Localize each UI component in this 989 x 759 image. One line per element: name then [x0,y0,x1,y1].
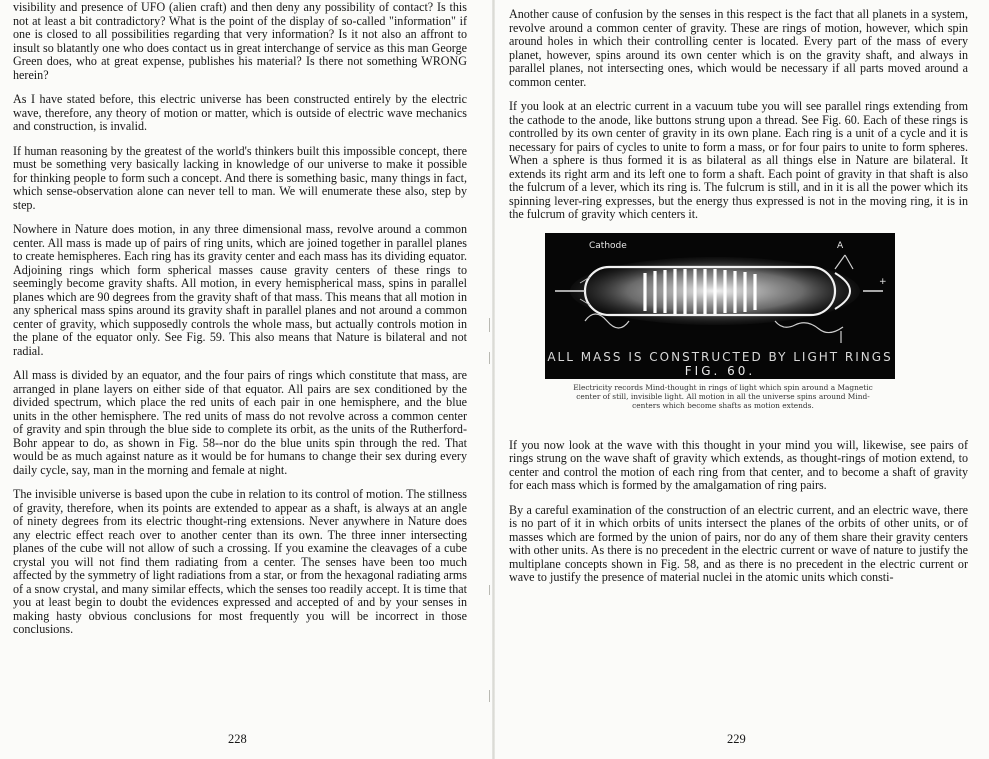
right-paragraph-3: If you now look at the wave with this thought in your mind you will, likewise, see pairs of rings strung on the wave shaft of gravity which extends, as thought-rings of motion extend, to center and control the motion of each ring from that center, and to become a shaft of gravity for each mass which is formed by the amalgamation of ring pairs. [509,437,968,492]
right-page-number: 229 [727,732,746,746]
anode-label: A [837,240,844,251]
right-paragraph-1: Another cause of confusion by the senses in this respect is the fact that all planets in a system, revolve around a common center of gravity. These are rings of motion, however, which spin around holes in which their controlling center is located. Every part of the mass of every planet, however, spins around its own center which is on the gravity shaft, and always in parallel planes, not intersecting ones, which would be necessary if all parts moved around a common center. [509,7,968,89]
margin-mark [489,585,490,595]
plus-label: + [879,276,887,287]
figure-caption: Electricity records Mind-thought in rings of light which spin around a Magnetic center of still, invisible light. All motion in all the universe spins around Mind-centers which become shafts as motion extends. [573,382,873,410]
left-paragraph-3: If human reasoning by the greatest of the world's thinkers built this impossible concept, there must be something very basically lacking in knowledge of our universe to make it possible for thinking people to form such a concept. And there is something basic, many things in fact, which sense-observation alone can never tell to man. We will enumerate these also, step by step. [13,143,467,212]
figure-number: FIG. 60. [684,363,756,378]
right-paragraph-4: By a careful examination of the construction of an electric current, and an electric wave, there is no part of it in which orbits of units intersect the planes of the orbits of other units, or of masses which are formed by the union of pairs, nor do any of them share their gravity centers with other units. As there is no precedent in the electric current or wave of nature to justify the multiplane concepts shown in Fig. 58, and as there is no precedent in the electric current or wave to justify the presence of material nuclei in the atomic units which consti- [509,502,968,584]
cathode-label: Cathode [589,240,627,251]
vacuum-tube [555,257,883,325]
right-text-column [509,8,968,596]
figure-spacer [509,410,968,439]
left-page [0,0,494,759]
left-paragraph-6: The invisible universe is based upon the cube in relation to its control of motion. The stillness of gravity, therefore, when its points are extended to appear as a shaft, is always at an angle of ninety degrees from its electric thought-ring extensions. Never anywhere in Nature does any electric effect reach over to another center than its own. The three inner intersecting planes of the cube will not allow of such a crossing. If you examine the cleavages of a cube crystal you will not find them radiating from a center. The senses have been too much affected by the symmetry of light radiations from a star, or from the hexagonal radiating arms of a snow crystal, and many similar effects, which the senses too readily accept. It is time that you at least begin to doubt the evidences expressed and accepted of and by your senses in making hasty obvious conclusions for most frequently you will be incorrect in those conclusions. [13,487,467,636]
figure-60-photo [545,233,895,379]
right-paragraph-2: If you look at an electric current in a vacuum tube you will see parallel rings extending from the cathode to the anode, like buttons strung upon a thread. See Fig. 60. Each of these rings is controlled by its own center of gravity in its own plane. Each ring is a unit of a cycle and it is necessary for pairs of cycles to unite to form a mass, or for four pairs to unite to form spheres. When a sphere is thus formed it is as bilateral as all things else in Nature are bilateral. It extends its right arm and its left one to form a shaft. Each point of gravity in that shaft is also the fulcrum of a lever, which its ring is. The fulcrum is still, and in it is all the power which its spinning lever-ring expresses, but the energy thus expressed is not in the moving ring, it is in the fulcrum of gravity which centers it. [509,99,968,221]
margin-mark [489,690,490,702]
left-text-column [13,1,467,648]
left-paragraph-2: As I have stated before, this electric universe has been constructed entirely by the electric wave, therefore, any theory of motion or matter, which is outside of electric wave mechanics and construction, is invalid. [13,92,467,133]
right-page [494,0,989,759]
figure-inner-caption: ALL MASS IS CONSTRUCTED BY LIGHT RINGS [547,349,893,364]
margin-mark [489,352,490,364]
left-paragraph-5: All mass is divided by an equator, and the four pairs of rings which constitute that mass, are arranged in plane layers on either side of that equator. All pairs are sex conditioned by the divided spectrum, which place the red units of each pair in one hemisphere, and the blue units in the other hemisphere. The red units of mass do not revolve across a common center of gravity and spin through the blue side to complete its orbit, as the units of the Rutherford-Bohr appear to do, as shown in Fig. 58--nor do the blue units spin through the red. That would be as much against nature as it would be for humans to change their sex during every daily cycle, say, man in the morning and female at night. [13,368,467,477]
left-paragraph-1: visibility and presence of UFO (alien craft) and then deny any possibility of contact? Is this not at least a bit contradictory? What is the point of the display of so-called "information" if one is closed to all possibilities regarding that very information? Is it not also an affront to insult so blatantly one who does contact us in great interchange of service as this man George Green does, who at great expense, publishes his material? Is there not something WRONG herein? [13,0,467,82]
left-page-number: 228 [228,732,247,746]
margin-mark [489,318,490,332]
left-paragraph-4: Nowhere in Nature does motion, in any three dimensional mass, revolve around a common center. All mass is made up of pairs of ring units, which are joined together in parallel planes to create hemispheres. Each ring has its gravity center and each mass has its dividing equator. Adjoining rings which form spherical masses cause gravity centers of these rings to seemingly become gravity shafts. All motion, in every hemispherical mass, spins in parallel planes which are 90 degrees from the gravity shaft of that mass. This means that all motion in any spherical mass spins around its gravity shaft in parallel planes and not around a common center of gravity, which supposedly controls the whole mass, but actually controls motion in the plane of the equator only. See Fig. 59. This also means that Nature is bilateral and not radial. [13,222,467,358]
